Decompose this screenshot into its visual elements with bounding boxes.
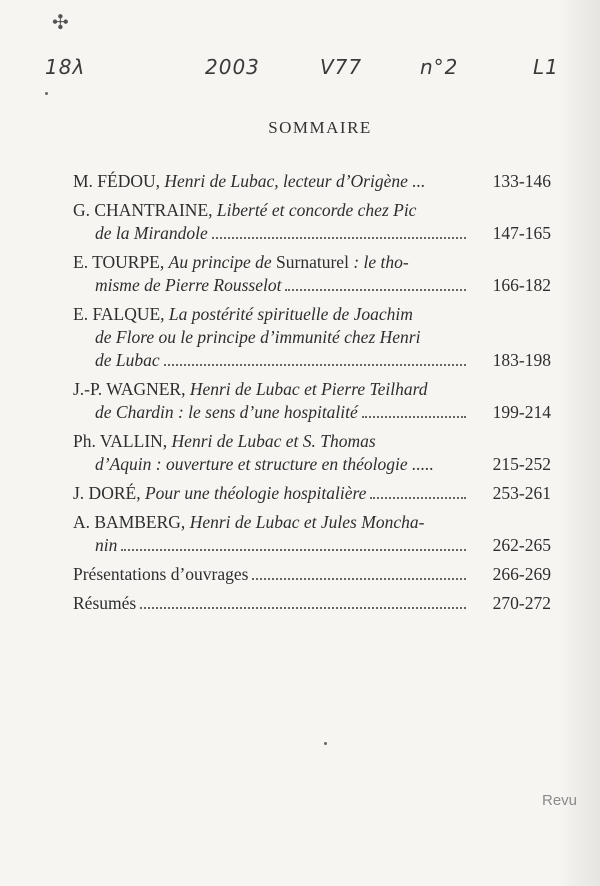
entry-title-cont: de la Mirandole [95, 223, 208, 243]
dot-leader [140, 607, 466, 609]
entry-author: Ph. VALLIN, [73, 431, 168, 451]
entry-author: M. FÉDOU, [73, 171, 161, 191]
toc-entry [73, 378, 551, 424]
speck [324, 742, 327, 745]
entry-author: G. CHANTRAINE, [73, 200, 213, 220]
handwritten-number: n°2 [420, 55, 459, 79]
toc-entry [73, 170, 551, 193]
toc-entry [73, 430, 551, 476]
entry-section: Présentations d’ouvrages [73, 564, 249, 584]
entry-pages: 262-265 [492, 535, 551, 555]
entry-author: J.-P. WAGNER, [73, 379, 186, 399]
footer-fragment: Revu [542, 792, 578, 809]
entry-title: Pour une théologie hospitalière [144, 483, 367, 503]
toc-entry [73, 482, 551, 505]
entry-pages: 266-269 [492, 564, 551, 584]
entry-title: Liberté et concorde chez Pic [216, 200, 417, 220]
toc-entry [73, 251, 551, 297]
entry-author: E. TOURPE, [73, 252, 165, 272]
entry-title: La postérité spirituelle de Joachim [168, 304, 413, 324]
dot-leader [370, 497, 466, 499]
dot-leader [285, 289, 466, 291]
entry-title-b: : le tho- [353, 252, 409, 272]
entry-pages: 215-252 [492, 454, 551, 474]
handwritten-mark: L1 [533, 55, 559, 79]
handwritten-volume: V77 [320, 55, 363, 79]
entry-title-cont: misme de Pierre Rousselot [95, 275, 282, 295]
handwritten-ref: 18λ [45, 55, 86, 79]
dot-leader [121, 549, 466, 551]
entry-title-cont: d’Aquin : ouverture et structure en théologie ..... [95, 454, 434, 474]
entry-pages: 253-261 [492, 483, 551, 503]
speck [45, 92, 48, 95]
entry-title: Henri de Lubac, lecteur d’Origène ... [164, 171, 426, 191]
handwritten-year: 2003 [205, 55, 260, 79]
entry-pages: 199-214 [492, 402, 551, 422]
dot-leader [212, 237, 466, 239]
dot-leader [362, 416, 466, 418]
entry-title: Henri de Lubac et Pierre Teilhard [189, 379, 428, 399]
toc-entry [73, 199, 551, 245]
toc-entry [73, 303, 551, 372]
entry-pages: 270-272 [492, 593, 551, 613]
stamp-mark-icon: ✣ [52, 10, 69, 34]
entry-author: E. FALQUE, [73, 304, 165, 324]
entry-pages: 183-198 [492, 350, 551, 370]
page-title: SOMMAIRE [268, 118, 372, 137]
entry-pages: 147-165 [492, 223, 551, 243]
toc-entry [73, 592, 551, 615]
entry-title: Henri de Lubac et Jules Moncha- [189, 512, 425, 532]
table-of-contents [73, 170, 551, 621]
entry-title-cont: de Flore ou le principe d’immunité chez Henri [95, 327, 421, 347]
entry-title-cont: nin [95, 535, 118, 555]
entry-title-cont: de Lubac [95, 350, 160, 370]
dot-leader [164, 364, 466, 366]
entry-pages: 166-182 [492, 275, 551, 295]
entry-title: Henri de Lubac et S. Thomas [171, 431, 376, 451]
entry-section: Résumés [73, 593, 137, 613]
entry-author: A. BAMBERG, [73, 512, 186, 532]
entry-pages: 133-146 [492, 171, 551, 191]
entry-title-roman: Surnaturel [276, 252, 349, 272]
entry-author: J. DORÉ, [73, 483, 141, 503]
toc-entry [73, 511, 551, 557]
dot-leader [252, 578, 466, 580]
toc-entry [73, 563, 551, 586]
entry-title: Au principe de [168, 252, 272, 272]
entry-title-cont: de Chardin : le sens d’une hospitalité [95, 402, 358, 422]
